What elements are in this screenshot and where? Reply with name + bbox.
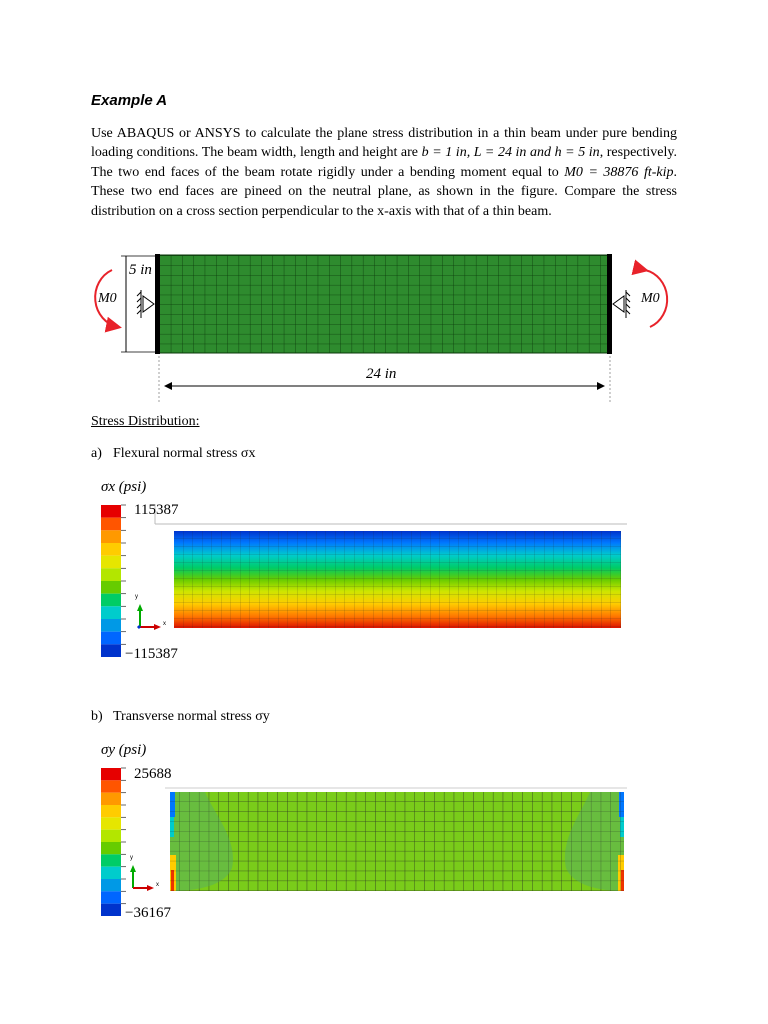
page-title: Example A xyxy=(91,92,168,109)
legend-swatch xyxy=(101,543,121,556)
moment-equation: M0 = 38876 xyxy=(564,164,639,180)
legend-swatch xyxy=(101,780,121,792)
legend-bar-sigma-y xyxy=(101,768,126,916)
legend-swatch xyxy=(101,644,121,657)
left-pin-support xyxy=(137,290,154,318)
section-b-label: Transverse normal stress σy xyxy=(113,709,270,724)
dimensions-equation: b = 1 in, L = 24 in and h = 5 in xyxy=(421,145,600,161)
beam-mesh xyxy=(158,255,610,353)
right-pin-support xyxy=(613,290,630,318)
legend-swatch xyxy=(101,805,121,817)
legend-max-sigma-x: 115387 xyxy=(134,502,179,518)
statement-part-1: Use ABAQUS or ANSYS to calculate the plane stress distribution in a thin beam under pure bending loading conditions. The beam width, length and height are xyxy=(91,126,677,161)
legend-swatch xyxy=(101,594,121,607)
statement-part-3: . These two end faces are pineed on the neutral plane, as shown in the figure. Compare the stress distribution on a cross section perpendicular to the x-axis with that of a thin beam. xyxy=(91,164,677,219)
legend-swatch xyxy=(101,904,121,916)
axis-y-label-a: y xyxy=(135,594,138,600)
legend-swatch xyxy=(101,581,121,594)
axis-triad-a xyxy=(137,604,161,630)
legend-bar-sigma-x xyxy=(101,505,126,657)
right-end-plate xyxy=(607,254,612,354)
legend-title-sigma-x: σx (psi) xyxy=(101,479,147,495)
legend-swatch xyxy=(101,854,121,866)
axis-y-label-b: y xyxy=(130,855,133,861)
section-a-label: Flexural normal stress σx xyxy=(113,446,256,461)
legend-title-sigma-y: σy (psi) xyxy=(101,742,147,758)
moment-label-right: M0 xyxy=(641,291,660,306)
legend-swatch xyxy=(101,793,121,805)
legend-swatch xyxy=(101,619,121,632)
legend-swatch xyxy=(101,891,121,903)
length-label: 24 in xyxy=(366,366,397,382)
section-a-item: a) xyxy=(91,446,102,461)
axis-x-label-b: x xyxy=(156,882,159,888)
axis-x-label-a: x xyxy=(163,621,166,627)
legend-swatch xyxy=(101,768,121,780)
axis-triad-b xyxy=(130,865,154,891)
legend-swatch xyxy=(101,556,121,569)
stress-distribution-heading: Stress Distribution: xyxy=(91,414,200,429)
section-b-item: b) xyxy=(91,709,103,724)
left-end-plate xyxy=(155,254,160,354)
legend-swatch xyxy=(101,817,121,829)
legend-min-sigma-y: −36167 xyxy=(125,905,171,921)
legend-swatch xyxy=(101,568,121,581)
legend-swatch xyxy=(101,842,121,854)
contour-mesh-sigma-y xyxy=(170,792,624,891)
statement-part-2: , respectively. The two end faces of the beam rotate rigidly under a bending moment equal to xyxy=(91,145,677,180)
legend-min-sigma-x: −115387 xyxy=(125,646,178,662)
moment-label-left: M0 xyxy=(98,291,117,306)
legend-max-sigma-y: 25688 xyxy=(134,766,172,782)
legend-swatch xyxy=(101,867,121,879)
legend-swatch xyxy=(101,879,121,891)
legend-swatch xyxy=(101,830,121,842)
moment-unit: ft-kip xyxy=(643,164,674,180)
legend-swatch xyxy=(101,632,121,645)
legend-swatch xyxy=(101,606,121,619)
height-label: 5 in xyxy=(129,262,152,278)
contour-mesh-sigma-x xyxy=(174,531,621,628)
legend-swatch xyxy=(101,518,121,531)
legend-swatch xyxy=(101,530,121,543)
legend-swatch xyxy=(101,505,121,518)
